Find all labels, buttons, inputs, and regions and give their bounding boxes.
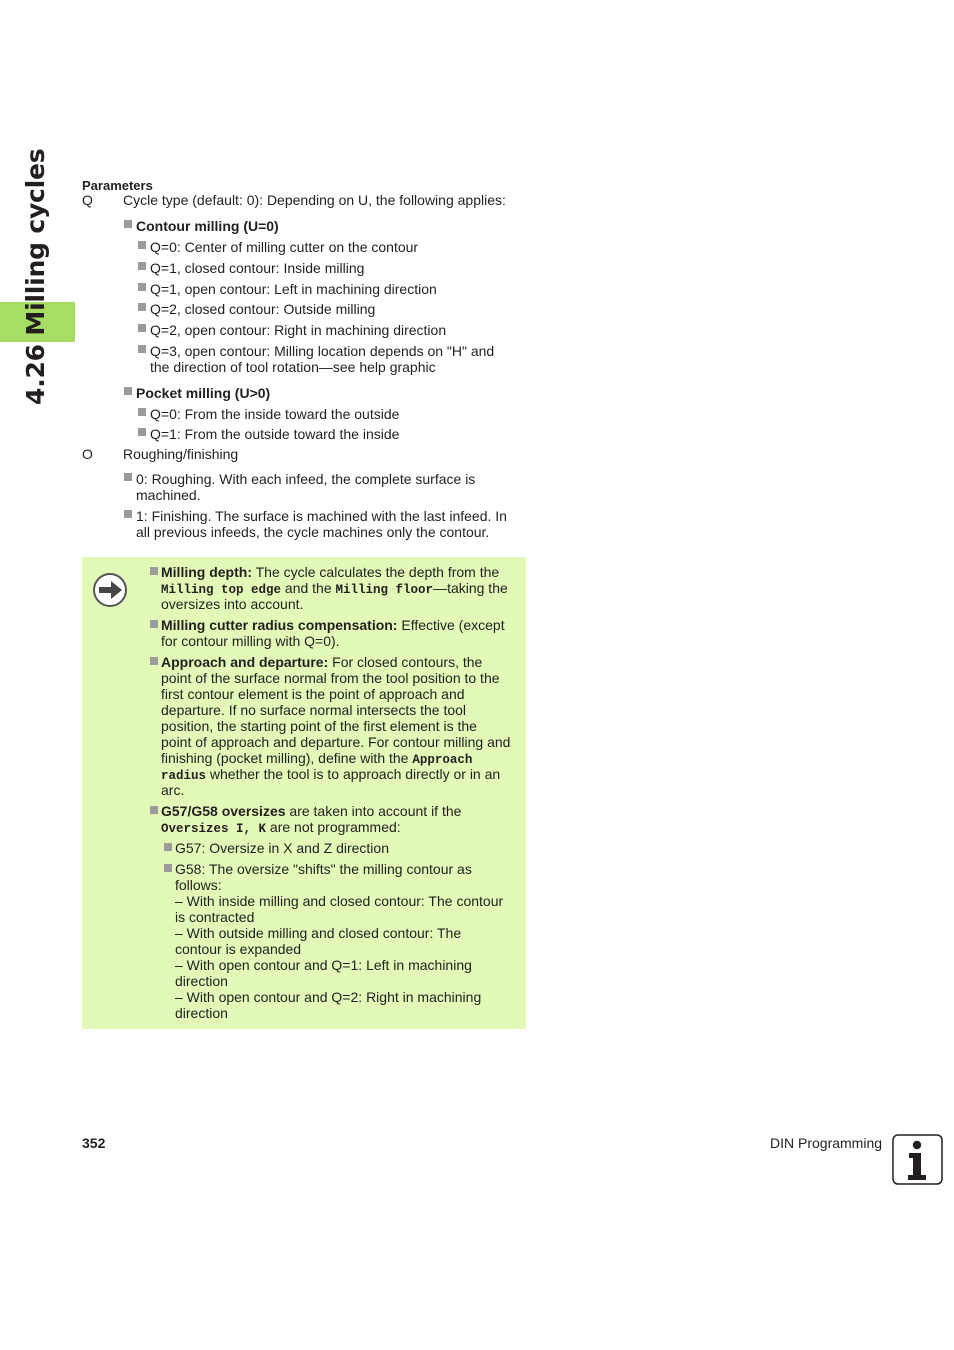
bullet-icon (138, 262, 146, 270)
approach-title: Approach and departure: (161, 654, 329, 670)
chapter-title-vertical (21, 148, 92, 410)
footer-section: DIN Programming (770, 1135, 883, 1151)
roughing-item-continued: machined. (136, 487, 201, 503)
bullet-icon (138, 428, 146, 436)
g58-line: is contracted (175, 909, 255, 925)
approach-whether: whether the tool is to approach directly or in an (206, 766, 501, 782)
approach-define: finishing (pocket milling), define with the (161, 750, 413, 766)
milling-depth-taking: —taking the (433, 580, 508, 596)
bullet-icon (138, 408, 146, 416)
contour-item-continued: the direction of tool rotation—see help graphic (150, 359, 436, 375)
bullet-icon (164, 864, 172, 872)
page-number: 352 (82, 1135, 106, 1151)
g58-line: – With inside milling and closed contour: The contour (175, 893, 504, 909)
g58-line: G58: The oversize "shifts" the milling contour as (175, 861, 472, 877)
code-radius: radius (161, 769, 207, 783)
contour-milling-title: Contour milling (U=0) (136, 218, 279, 234)
parameters-heading: Parameters (82, 178, 153, 193)
oversize-line-2 (161, 819, 401, 837)
g57-item: G57: Oversize in X and Z direction (175, 840, 389, 856)
contour-item: Q=1, closed contour: Inside milling (150, 260, 365, 276)
bullet-icon (138, 303, 146, 311)
finishing-item: 1: Finishing. The surface is machined with the last infeed. In (136, 508, 507, 524)
approach-line-9: arc. (161, 782, 185, 798)
approach-line-2: point of the surface normal from the tool position to the (161, 670, 500, 686)
pocket-milling-title: Pocket milling (U>0) (136, 385, 271, 401)
contour-item: Q=0: Center of milling cutter on the contour (150, 239, 419, 255)
milling-depth-title: Milling depth: (161, 564, 252, 580)
approach-line-8 (161, 766, 500, 784)
approach-text: For closed contours, the (328, 654, 483, 670)
arrow-right-icon (92, 572, 130, 608)
contour-item: Q=2, open contour: Right in machining direction (150, 322, 447, 338)
bullet-icon (150, 806, 158, 814)
pocket-item: Q=0: From the inside toward the outside (150, 406, 400, 422)
chapter-title: 4.26 Milling cycles (21, 148, 50, 405)
code-approach: Approach (412, 753, 473, 767)
milling-depth-line (161, 564, 499, 580)
code-milling-top-edge: Milling top edge (161, 583, 282, 597)
bullet-icon (124, 510, 132, 518)
contour-item: Q=3, open contour: Milling location depends on "H" and (150, 343, 495, 359)
milling-depth-text: The cycle calculates the depth from the (251, 564, 500, 580)
radius-comp-title: Milling cutter radius compensation: (161, 617, 398, 633)
g58-line: – With open contour and Q=1: Left in machining (175, 957, 472, 973)
oversize-line (161, 803, 461, 819)
oversize-title: G57/G58 oversizes (161, 803, 286, 819)
roughing-item: 0: Roughing. With each infeed, the complete surface is (136, 471, 476, 487)
bullet-icon (150, 657, 158, 665)
bullet-icon (150, 567, 158, 575)
radius-comp-line (161, 617, 505, 633)
param-o-symbol: O (82, 446, 93, 462)
code-oversizes-ik: Oversizes I, K (161, 822, 267, 836)
finishing-item-continued: all previous infeeds, the cycle machines only the contour. (136, 524, 490, 540)
g58-line: follows: (175, 877, 222, 893)
milling-depth-and: and the (281, 580, 336, 596)
bullet-icon (138, 345, 146, 353)
approach-line-3: first contour element is the point of approach and (161, 686, 465, 702)
oversize-not-programmed: are not programmed: (266, 819, 401, 835)
contour-item: Q=2, closed contour: Outside milling (150, 301, 376, 317)
approach-line-4: departure. If no surface normal intersects the tool (161, 702, 467, 718)
bullet-icon (124, 473, 132, 481)
milling-depth-line-3: oversizes into account. (161, 596, 304, 612)
g58-line: – With outside milling and closed contour: The (175, 925, 462, 941)
approach-line-5: position, the starting point of the first element is the (161, 718, 477, 734)
radius-comp-text: Effective (except (397, 617, 505, 633)
bullet-icon (124, 387, 132, 395)
info-icon (892, 1134, 943, 1185)
bullet-icon (150, 620, 158, 628)
bullet-icon (138, 283, 146, 291)
code-milling-floor: Milling floor (335, 583, 434, 597)
g58-line: direction (175, 973, 228, 989)
bullet-icon (164, 843, 172, 851)
contour-item: Q=1, open contour: Left in machining direction (150, 281, 437, 297)
approach-line (161, 654, 482, 670)
g58-line: – With open contour and Q=2: Right in machining (175, 989, 482, 1005)
approach-line-6: point of approach and departure. For contour milling and (161, 734, 511, 750)
pocket-item: Q=1: From the outside toward the inside (150, 426, 400, 442)
bullet-icon (138, 324, 146, 332)
radius-comp-line-2: for contour milling with Q=0). (161, 633, 340, 649)
param-q-description: Cycle type (default: 0): Depending on U, the following applies: (123, 192, 506, 208)
g58-line: direction (175, 1005, 228, 1021)
oversize-text: are taken into account if the (285, 803, 462, 819)
param-q-symbol: Q (82, 192, 93, 208)
g58-line: contour is expanded (175, 941, 302, 957)
bullet-icon (138, 241, 146, 249)
param-o-description: Roughing/finishing (123, 446, 239, 462)
bullet-icon (124, 220, 132, 228)
